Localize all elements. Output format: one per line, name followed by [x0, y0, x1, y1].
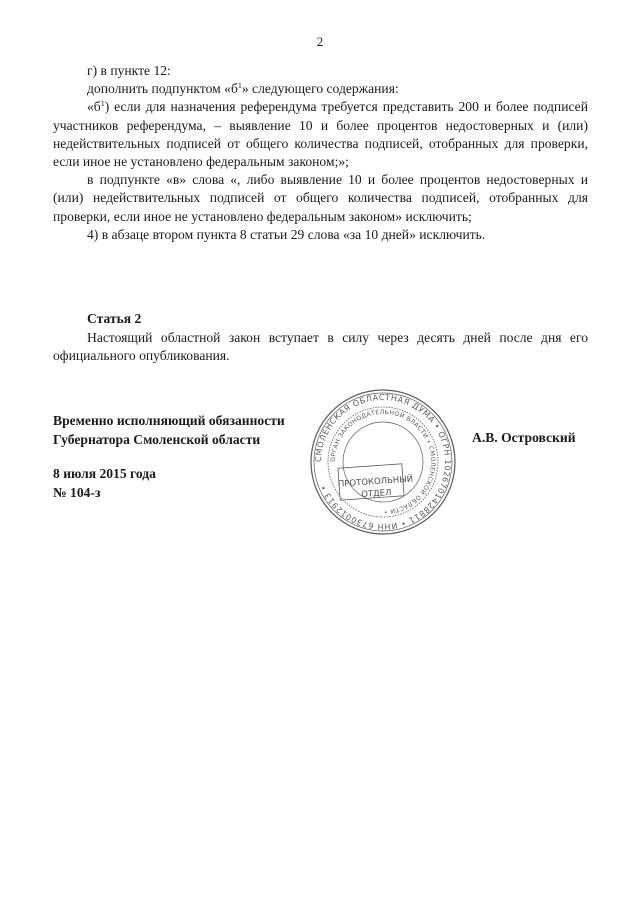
signatory-title	[53, 412, 285, 449]
paragraph-subitem-v: в подпункте «в» слова «, либо выявление 10 и более процентов недостоверных и (или) недействительных подписей от общего количества подписей, отобранных для проверки, если иное не установлено федеральным законом» исключить;	[53, 172, 588, 224]
page-number: 2	[316, 34, 324, 49]
article-title: Статья 2	[87, 311, 142, 326]
stamp-center-line-1: ПРОТОКОЛЬНЫЙ	[337, 474, 414, 490]
stamp-outer-text: СМОЛЕНСКАЯ ОБЛАСТНАЯ ДУМА • ОГРН 1026701428811 • ИНН 6730012913 •	[313, 392, 453, 532]
article-text: Настоящий областной закон вступает в силу через десять дней после дня его официального опубликования.	[53, 330, 588, 364]
amendment-text	[53, 62, 588, 244]
paragraph-add-subitem-text-a: дополнить подпунктом «б	[87, 81, 238, 97]
paragraph-subitem-b1	[53, 98, 588, 171]
official-stamp	[307, 386, 459, 538]
signatory-name: А.В. Островский	[472, 430, 576, 445]
signatory-title-line-2: Губернатора Смоленской области	[53, 431, 261, 447]
law-date: 8 июля 2015 года	[53, 466, 156, 481]
law-number: № 104-з	[53, 484, 101, 500]
paragraph-item-4: 4) в абзаце втором пункта 8 статьи 29 слова «за 10 дней» исключить.	[87, 226, 486, 242]
paragraph-item-g: г) в пункте 12:	[87, 63, 171, 78]
paragraph-add-subitem-text-b: » следующего содержания:	[241, 81, 399, 97]
paragraph-add-subitem	[53, 80, 588, 98]
stamp-center-line-2: ОТДЕЛ	[360, 487, 392, 501]
stamp-inner-text: ОРГАН ЗАКОНОДАТЕЛЬНОЙ ВЛАСТИ • СМОЛЕНСКОЙ ОБЛАСТИ •	[329, 408, 437, 516]
paragraph-subitem-b1-text-b: ) если для назначения референдума требуется представить 200 и более подписей участников референдума, – выявление 10 и более процентов недостоверных и (или) недействительных подписей от общего количества подписей, отобранных для проверки, если иное не установлено федеральным законом;»;	[53, 99, 588, 170]
article-body	[53, 329, 588, 365]
signatory-title-line-1: Временно исполняющий обязанности	[53, 413, 285, 428]
paragraph-subitem-b1-text-a: «б	[87, 99, 101, 115]
date-block	[53, 465, 156, 502]
superscript-1: 1	[237, 81, 242, 91]
superscript-1: 1	[100, 99, 105, 109]
